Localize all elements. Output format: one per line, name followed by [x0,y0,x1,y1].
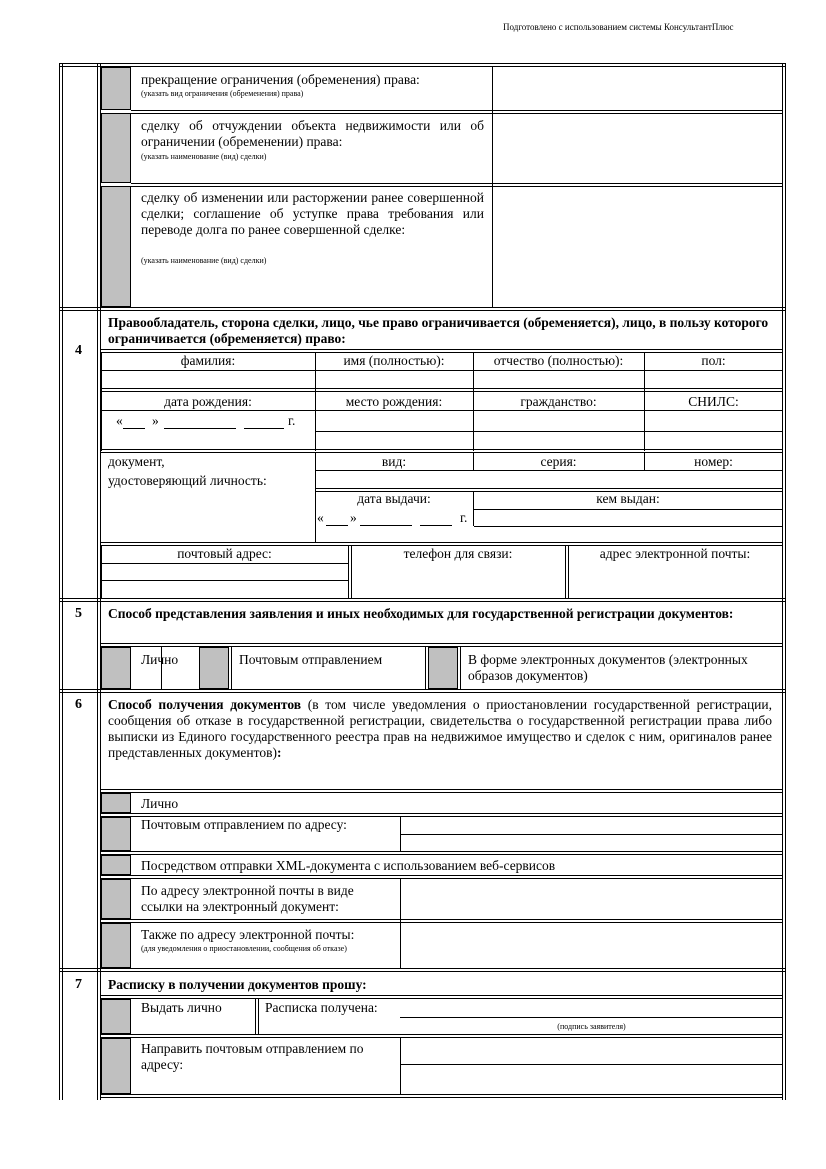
document-label-line1: документ, [108,454,165,469]
alienation-deal-label: сделку об отчуждении объекта недвижимости или об ограничении (обременении) права: [141,118,484,149]
phone-label: телефон для связи: [403,546,513,561]
doc-number-field[interactable] [645,471,782,488]
surname-label: фамилия: [180,353,236,368]
document-label-line2: удостоверяющий личность: [108,473,267,488]
checkbox-alienation-deal[interactable] [101,113,131,183]
alienation-deal-field[interactable] [494,114,782,183]
receipt-received-label: Расписка получена: [265,1000,378,1015]
patronymic-field[interactable] [474,371,643,388]
restriction-termination-field[interactable] [494,67,782,110]
section-number: 6 [75,697,82,712]
citizenship-label: гражданство: [520,394,597,409]
submission-personal-checkbox[interactable] [101,647,131,689]
receipt-also-email-label: Также по адресу электронной почты: [141,927,355,942]
submission-electronic-checkbox[interactable] [428,647,458,689]
birth-place-label: место рождения: [345,394,443,409]
receipt-also-email-checkbox[interactable] [101,923,131,968]
send-receipt-mail-checkbox[interactable] [101,1038,131,1094]
phone-field[interactable] [352,564,564,597]
postal-address-label: почтовый адрес: [177,546,272,561]
snils-label: СНИЛС: [688,394,739,409]
doc-series-label: серия: [540,454,577,469]
receipt-personal-label: Лично [141,796,179,811]
deal-change-field[interactable] [494,187,782,307]
surname-field[interactable] [102,371,314,388]
doc-type-label: вид: [381,454,407,469]
receipt-mail-label: Почтовым отправлением по адресу: [141,817,347,832]
submission-mail-label: Почтовым отправлением [239,652,383,667]
sex-label: пол: [701,353,726,368]
receipt-email-link-field[interactable] [402,879,782,919]
alienation-deal-hint: (указать наименование (вид) сделки) [141,152,267,161]
deal-change-label: сделку об изменении или расторжении ранее совершенной сделки; соглашение об уступке права требования или переводе долга по ранее совершенной сделке: [141,190,484,237]
issue-date-label: дата выдачи: [357,491,431,506]
section-7-title: Расписку в получении документов прошу: [108,977,367,992]
receipt-mail-address-field[interactable] [402,817,782,851]
issued-by-field[interactable] [474,510,782,542]
restriction-termination-hint: (указать вид ограничения (обременения) права) [141,89,304,98]
email-field[interactable] [569,564,781,597]
receipt-xml-label: Посредством отправки XML-документа с использованием веб-сервисов [141,858,556,873]
receipt-email-link-label: По адресу электронной почты в виде ссылки на электронный документ: [141,883,354,914]
send-receipt-address-field[interactable] [402,1038,782,1094]
receipt-also-email-hint: (для уведомления о приостановлении, сообщения об отказе) [141,944,347,953]
checkbox-deal-change[interactable] [101,186,131,307]
deal-change-hint: (указать наименование (вид) сделки) [141,256,267,265]
doc-number-label: номер: [694,454,733,469]
submission-electronic-label: В форме электронных документов (электронных образов документов) [468,652,748,683]
sex-field[interactable] [645,371,782,388]
section-4-title: Правообладатель, сторона сделки, лицо, чье право ограничивается (обременяется), лицо, в пользу которого ограничивается (обременяется) право: [108,315,769,346]
email-label: адрес электронной почты: [599,546,751,561]
send-receipt-mail-label: Направить почтовым отправлением по адресу: [141,1041,364,1072]
section-number: 5 [75,606,82,621]
snils-field[interactable] [645,411,782,449]
name-field[interactable] [316,371,472,388]
section-number: 4 [75,343,82,358]
receipt-personal-checkbox[interactable] [101,793,131,813]
header-note: Подготовлено с использованием системы КонсультантПлюс [503,22,734,32]
section-number: 7 [75,977,82,992]
birth-date-label: дата рождения: [164,394,252,409]
section-6-title: Способ получения документов (в том числе уведомления о приостановлении государственной регистрации, сообщения об отказе в государственной регистрации, свидетельства о государственной регистрации права либо выписки из Единого государственного реестра прав на недвижимое имущество и сделок с ним, оригиналов ранее представленных документов): [108,697,772,760]
birth-date-field[interactable]: « » г. [116,413,296,428]
issue-date-field[interactable]: « » г. [317,510,468,525]
postal-address-field[interactable] [102,564,347,597]
receipt-email-link-checkbox[interactable] [101,879,131,919]
birth-place-field[interactable] [316,411,472,449]
name-label: имя (полностью): [343,353,445,368]
doc-type-field[interactable] [316,471,472,488]
receipt-mail-checkbox[interactable] [101,817,131,851]
doc-series-field[interactable] [474,471,643,488]
signature-hint: (подпись заявителя) [557,1022,626,1031]
submission-personal-label: Лично [141,652,179,667]
issue-receipt-personal-label: Выдать лично [141,1000,222,1015]
section-5-title: Способ представления заявления и иных необходимых для государственной регистрации документов: [108,606,734,621]
restriction-termination-label: прекращение ограничения (обременения) права: [141,72,420,87]
receipt-xml-checkbox[interactable] [101,855,131,875]
issue-receipt-personal-checkbox[interactable] [101,999,131,1034]
patronymic-label: отчество (полностью): [493,353,624,368]
citizenship-field[interactable] [474,411,643,449]
issued-by-label: кем выдан: [596,491,660,506]
signature-field[interactable] [402,999,782,1017]
checkbox-restriction-termination[interactable] [101,67,131,110]
submission-mail-checkbox[interactable] [199,647,229,689]
receipt-also-email-field[interactable] [402,923,782,968]
